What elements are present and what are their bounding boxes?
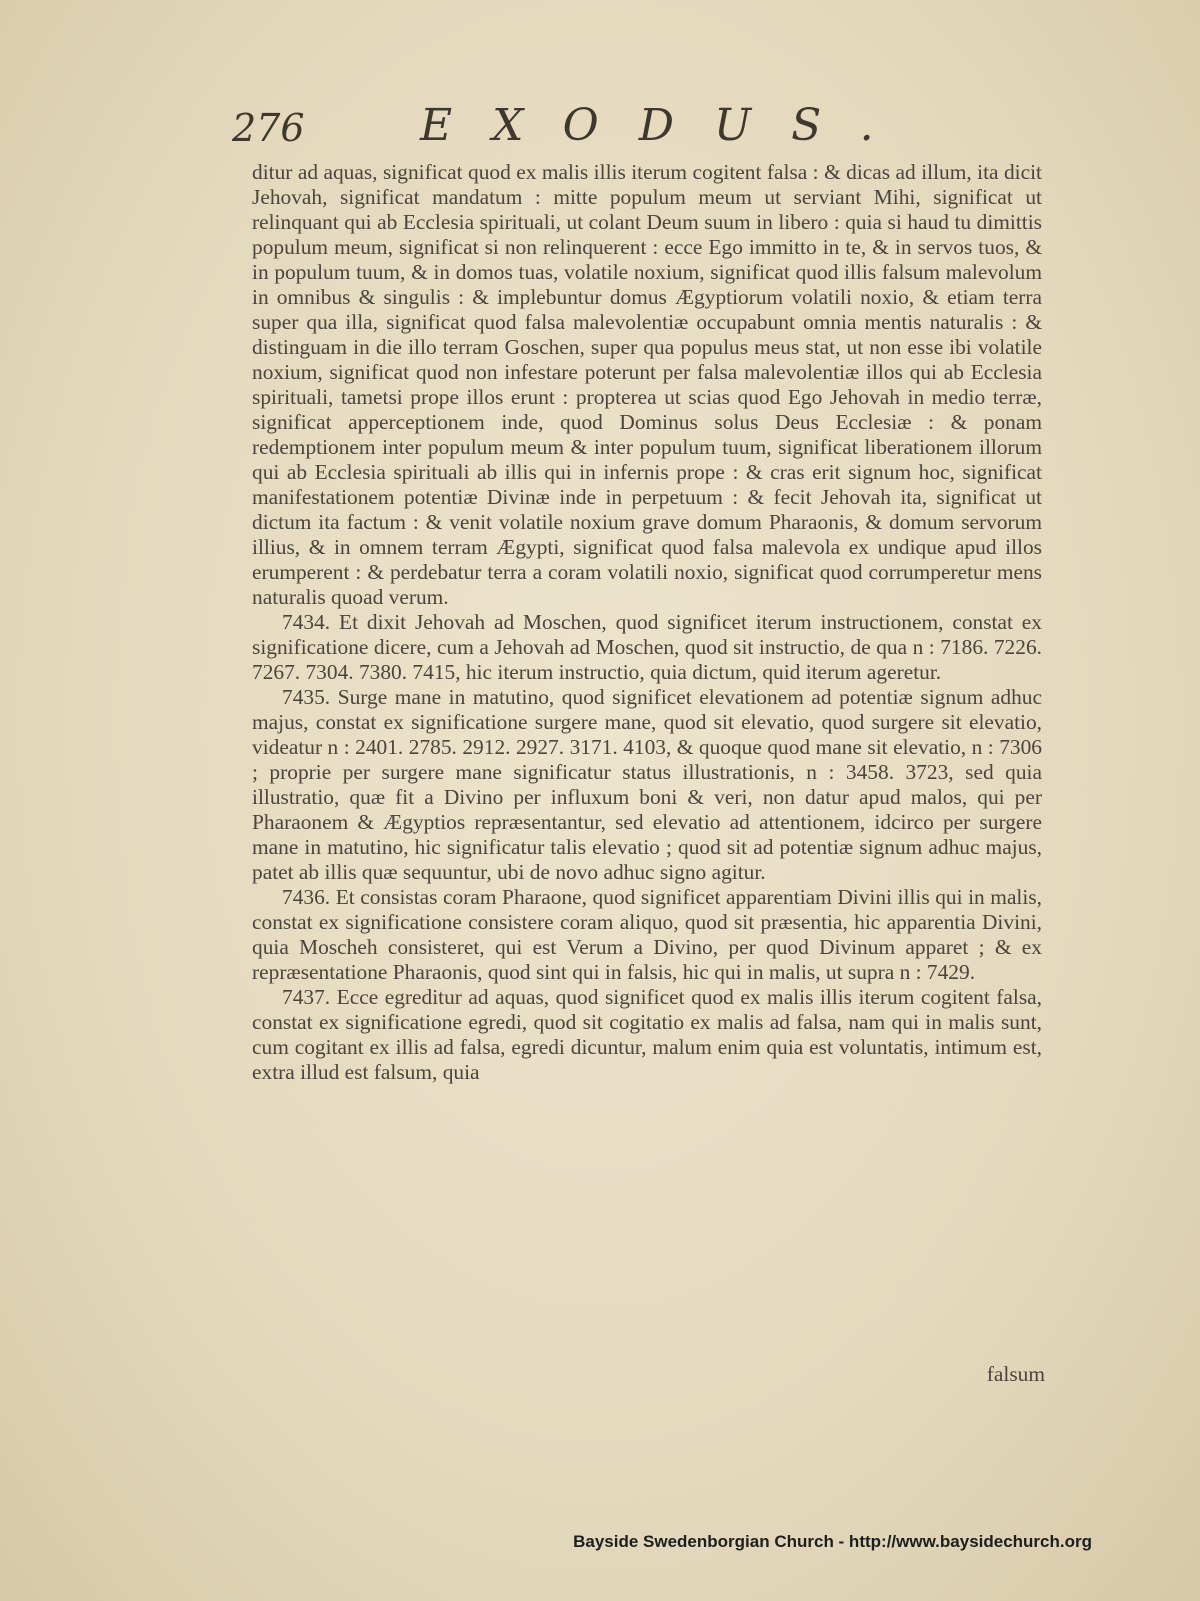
paragraph-7434: 7434. Et dixit Jehovah ad Moschen, quod significet iterum instructionem, constat ex significatione dicere, cum a Jehovah ad Moschen, quod sit instructio, de qua n : 7186. 7226. 7267. 7304. 7380. 7415, hic iterum instructio, quia dictum, quid iterum ageretur.	[252, 610, 1042, 684]
page-number: 276	[232, 106, 305, 150]
paragraph-7435: 7435. Surge mane in matutino, quod significet elevationem ad potentiæ signum adhuc majus, constat ex significatione surgere mane, quod sit elevatio, quod surgere sit elevatio, videatur n : 2401. 2785. 2912. 2927. 3171. 4103, & quoque quod mane sit elevatio, n : 7306 ; proprie per surgere mane significatur status illustrationis, n : 3458. 3723, sed quia illustratio, quæ fit a Divino per influxum boni & veri, non datur apud malos, qui per Pharaonem & Ægyptios repræsentantur, sed elevatio ad attentionem, idcirco per surgere mane in matutino, hic significatur talis elevatio ; quod sit ad potentiæ signum adhuc majus, patet ab illis quæ sequuntur, ubi de novo adhuc signo agitur.	[252, 685, 1042, 884]
paragraph-7436: 7436. Et consistas coram Pharaone, quod significet apparentiam Divini illis qui in malis, constat ex significatione consistere coram aliquo, quod sit præsentia, hic apparentia Divini, quia Moscheh consisteret, qui est Verum a Divino, per quod Divinum apparet ; & ex repræsentatione Pharaonis, quod sint qui in falsis, hic qui in malis, ut supra n : 7429.	[252, 885, 1042, 984]
page-header	[232, 100, 914, 160]
paragraph-continued: ditur ad aquas, significat quod ex malis illis iterum cogitent falsa : & dicas ad illum, ita dicit Jehovah, significat mandatum : mitte populum meum ut serviant Mihi, significat ut relinquant qui ab Ecclesia spirituali, ut colant Deum suum in libero : quia si haud tu dimittis populum meum, significat si non relinquerent : ecce Ego immitto in te, & in servos tuos, & in populum tuum, & in domos tuas, volatile noxium, significat quod illis falsum malevolum in omnibus & singulis : & implebuntur domus Ægyptiorum volatili noxio, & etiam terra super qua illa, significat quod falsa malevolentiæ occupabunt omnia mentis naturalis : & distinguam in die illo terram Goschen, super qua populus meus stat, ut non esse ibi volatile noxium, significat quod non infestare poterunt per falsa malevolentiæ illos qui ab Ecclesia spirituali, tametsi prope illos erunt : propterea ut scias quod Ego Jehovah in medio terræ, significat apperceptionem inde, quod Dominus solus Deus Ecclesiæ : & ponam redemptionem inter populum meum & inter populum tuum, significat liberationem illorum qui ab Ecclesia spirituali ab illis qui in infernis prope : & cras erit signum hoc, significat manifestationem potentiæ Divinæ inde in perpetuum : & fecit Jehovah ita, significat ut dictum ita factum : & venit volatile noxium grave domum Pharaonis, & domum servorum illius, & in omnem terram Ægypti, significat quod falsa malevola ex undique apud illos erumperent : & perdebatur terra a coram volatili noxio, significat quod corrumperetur mens naturalis quoad verum.	[252, 160, 1042, 609]
footer-credit: Bayside Swedenborgian Church - http://www.baysidechurch.org	[573, 1532, 1092, 1551]
body-text	[252, 160, 1042, 1085]
catchword: falsum	[986, 1362, 1045, 1386]
paragraph-7437: 7437. Ecce egreditur ad aquas, quod significet quod ex malis illis iterum cogitent falsa, constat ex significatione egredi, quod sit cogitatio ex malis ad falsa, nam qui in malis sunt, cum cogitant ex illis ad falsa, egredi dicuntur, malum enim quia est voluntatis, intimum est, extra illud est falsum, quia	[252, 985, 1042, 1084]
running-title: EXODUS.	[420, 100, 914, 151]
